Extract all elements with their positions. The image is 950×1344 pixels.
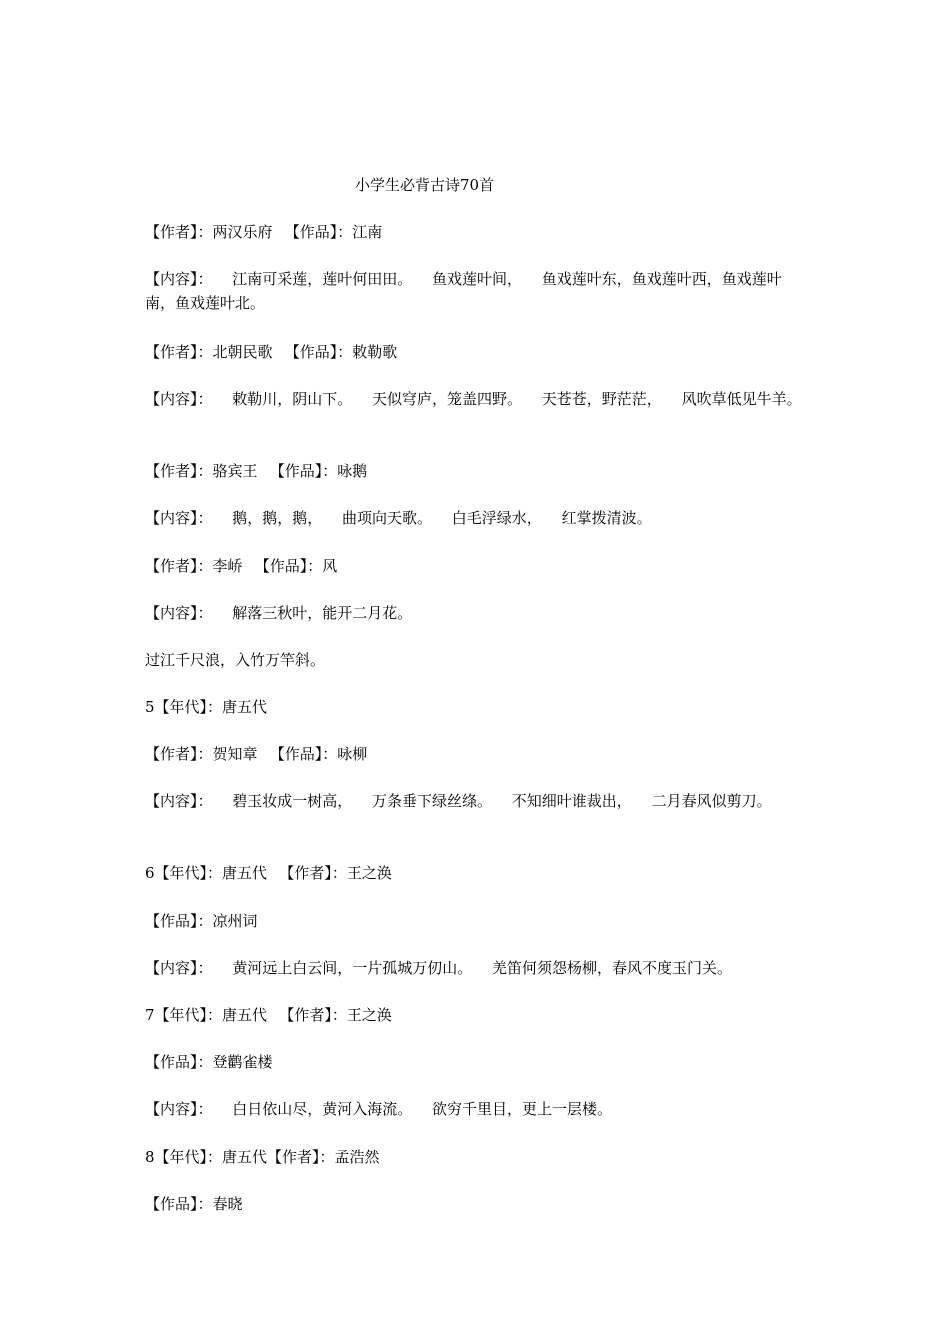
entry-author-line: 【作者】：李峤 【作品】：风 <box>145 557 338 575</box>
entry-content-line: 【内容】： 鹅，鹅，鹅， 曲项向天歌。 白毛浮绿水， 红掌拨清波。 <box>145 509 652 527</box>
entry-author-line: 【作者】：贺知章 【作品】：咏柳 <box>145 745 368 763</box>
entry-content-line: 【内容】： 解落三秋叶，能开二月花。 <box>145 604 413 622</box>
document-title: 小学生必背古诗70首 <box>355 176 495 194</box>
entry-author-line: 【作者】：骆宾王 【作品】：咏鹅 <box>145 462 368 480</box>
entry-work-line: 【作品】：春晓 <box>145 1195 243 1213</box>
entry-author-line: 【作者】：两汉乐府 【作品】：江南 <box>145 223 383 241</box>
entry-work-line: 【作品】：凉州词 <box>145 912 258 930</box>
entry-author-line: 【作者】：北朝民歌 【作品】：敕勒歌 <box>145 343 398 361</box>
entry-content-line: 【内容】： 碧玉妆成一树高， 万条垂下绿丝绦。 不知细叶谁裁出， 二月春风似剪刀。 <box>145 792 772 810</box>
entry-era-line: 5【年代】：唐五代 <box>145 698 268 716</box>
entry-content-line: 【内容】： 敕勒川，阴山下。 天似穹庐，笼盖四野。 天苍苍，野茫茫， 风吹草低见牛羊。 <box>145 390 802 408</box>
entry-era-author-line: 8【年代】：唐五代【作者】：孟浩然 <box>145 1148 380 1166</box>
entry-content-line: 【内容】： 黄河远上白云间，一片孤城万仞山。 羌笛何须怨杨柳，春风不度玉门关。 <box>145 959 733 977</box>
entry-era-author-line: 6【年代】：唐五代 【作者】：王之涣 <box>145 864 392 882</box>
entry-content-line: 【内容】： 白日依山尽，黄河入海流。 欲穷千里目，更上一层楼。 <box>145 1100 613 1118</box>
entry-content-continuation: 过江千尺浪，入竹万竿斜。 <box>145 651 326 669</box>
entry-era-author-line: 7【年代】：唐五代 【作者】：王之涣 <box>145 1006 392 1024</box>
entry-content-line: 【内容】： 江南可采莲，莲叶何田田。 鱼戏莲叶间， 鱼戏莲叶东，鱼戏莲叶西，鱼戏莲叶南，鱼戏莲叶北。 <box>145 270 782 312</box>
entry-work-line: 【作品】：登鹳雀楼 <box>145 1053 273 1071</box>
